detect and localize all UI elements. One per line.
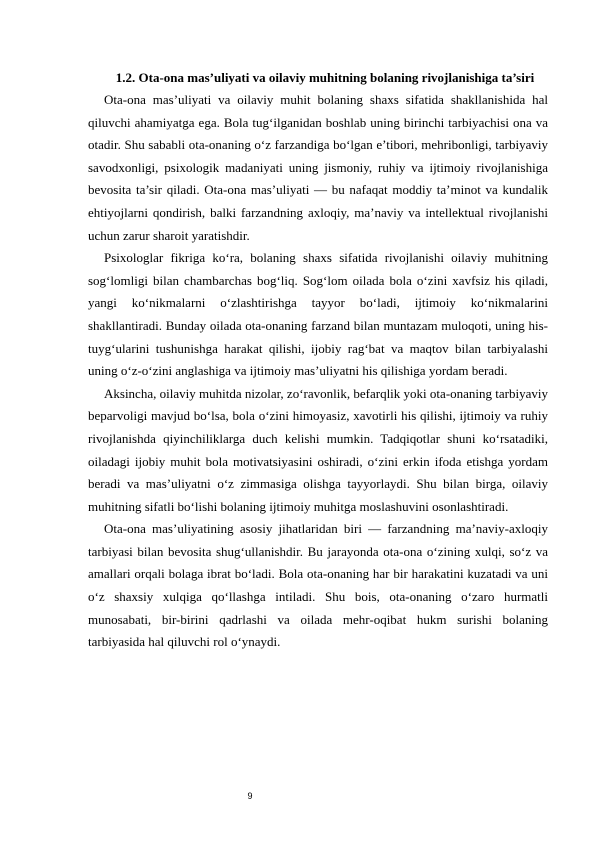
paragraph-1: Ota-ona mas’uliyati va oilaviy muhit bolaning shaxs sifatida shakllanishida hal qiluvchi ahamiyatga ega. Bola tug‘ilganidan boshlab uning birinchi tarbiyachisi ona va otadir. Shu sababli ota-onaning o‘z farzandiga bo‘lgan e’tibori, mehribonligi, tarbiyaviy savodxonligi, psixologik madaniyati uning jismoniy, ruhiy va ijtimoiy rivojlanishiga bevosita ta’sir qiladi. Ota-ona mas’uliyati — bu nafaqat moddiy ta’minot va kundalik ehtiyojlarni qondirish, balki farzandning axloqiy, ma’naviy va intellektual rivojlanishi uchun zarur sharoit yaratishdir. [88,92,548,243]
page-number: 9 [247,791,253,801]
paragraph-4: Ota-ona mas’uliyatining asosiy jihatlaridan biri — farzandning ma’naviy-axloqiy tarbiyasi bilan bevosita shug‘ullanishdir. Bu jarayonda ota-ona o‘zining xulqi, so‘z va amallari orqali bolaga ibrat bo‘ladi. Bola ota-onaning har bir harakatini kuzatadi va uni o‘z shaxsiy xulqiga qo‘llashga intiladi. Shu bois, ota-onaning o‘zaro hurmatli munosabati, bir-birini qadrlashi va oilada mehr-oqibat hukm surishi bolaning tarbiyasida hal qiluvchi rol o‘ynaydi. [88,521,548,650]
document-page [88,66,548,654]
paragraph-3: Aksincha, oilaviy muhitda nizolar, zo‘ravonlik, befarqlik yoki ota-onaning tarbiyaviy beparvoligi mavjud bo‘lsa, bola o‘zini himoyasiz, xavotirli his qilishi, ijtimoiy va ruhiy rivojlanishda qiyinchiliklarga duch kelishi mumkin. Tadqiqotlar shuni ko‘rsatadiki, oiladagi ijobiy muhit bola motivatsiyasini oshiradi, o‘zini erkin ifoda etishga yordam beradi va mas’uliyatni o‘z zimmasiga olishga tayyorlaydi. Shu bilan birga, oilaviy muhitning sifatli bo‘lishi bolaning ijtimoiy muhitga moslashuvini osonlashtiradi. [88,385,548,514]
paragraph-2: Psixologlar fikriga ko‘ra, bolaning shaxs sifatida rivojlanishi oilaviy muhitning sog‘lomligi bilan chambarchas bog‘liq. Sog‘lom oilada bola o‘zini xavfsiz his qiladi, yangi ko‘nikmalarni o‘zlashtirishga tayyor bo‘ladi, ijtimoiy ko‘nikmalarini shakllantiradi. Bunday oilada ota-onaning farzand bilan muntazam muloqoti, uning his-tuyg‘ularini tushunishga harakat qilishi, ijobiy rag‘bat va maqtov bilan tarbiyalashi uning o‘z-o‘zini anglashiga va ijtimoiy mas’uliyatni his qilishiga yordam beradi. [88,250,548,379]
section-heading: 1.2. Ota-ona mas’uliyati va oilaviy muhitning bolaning rivojlanishiga ta’siri [115,70,535,85]
